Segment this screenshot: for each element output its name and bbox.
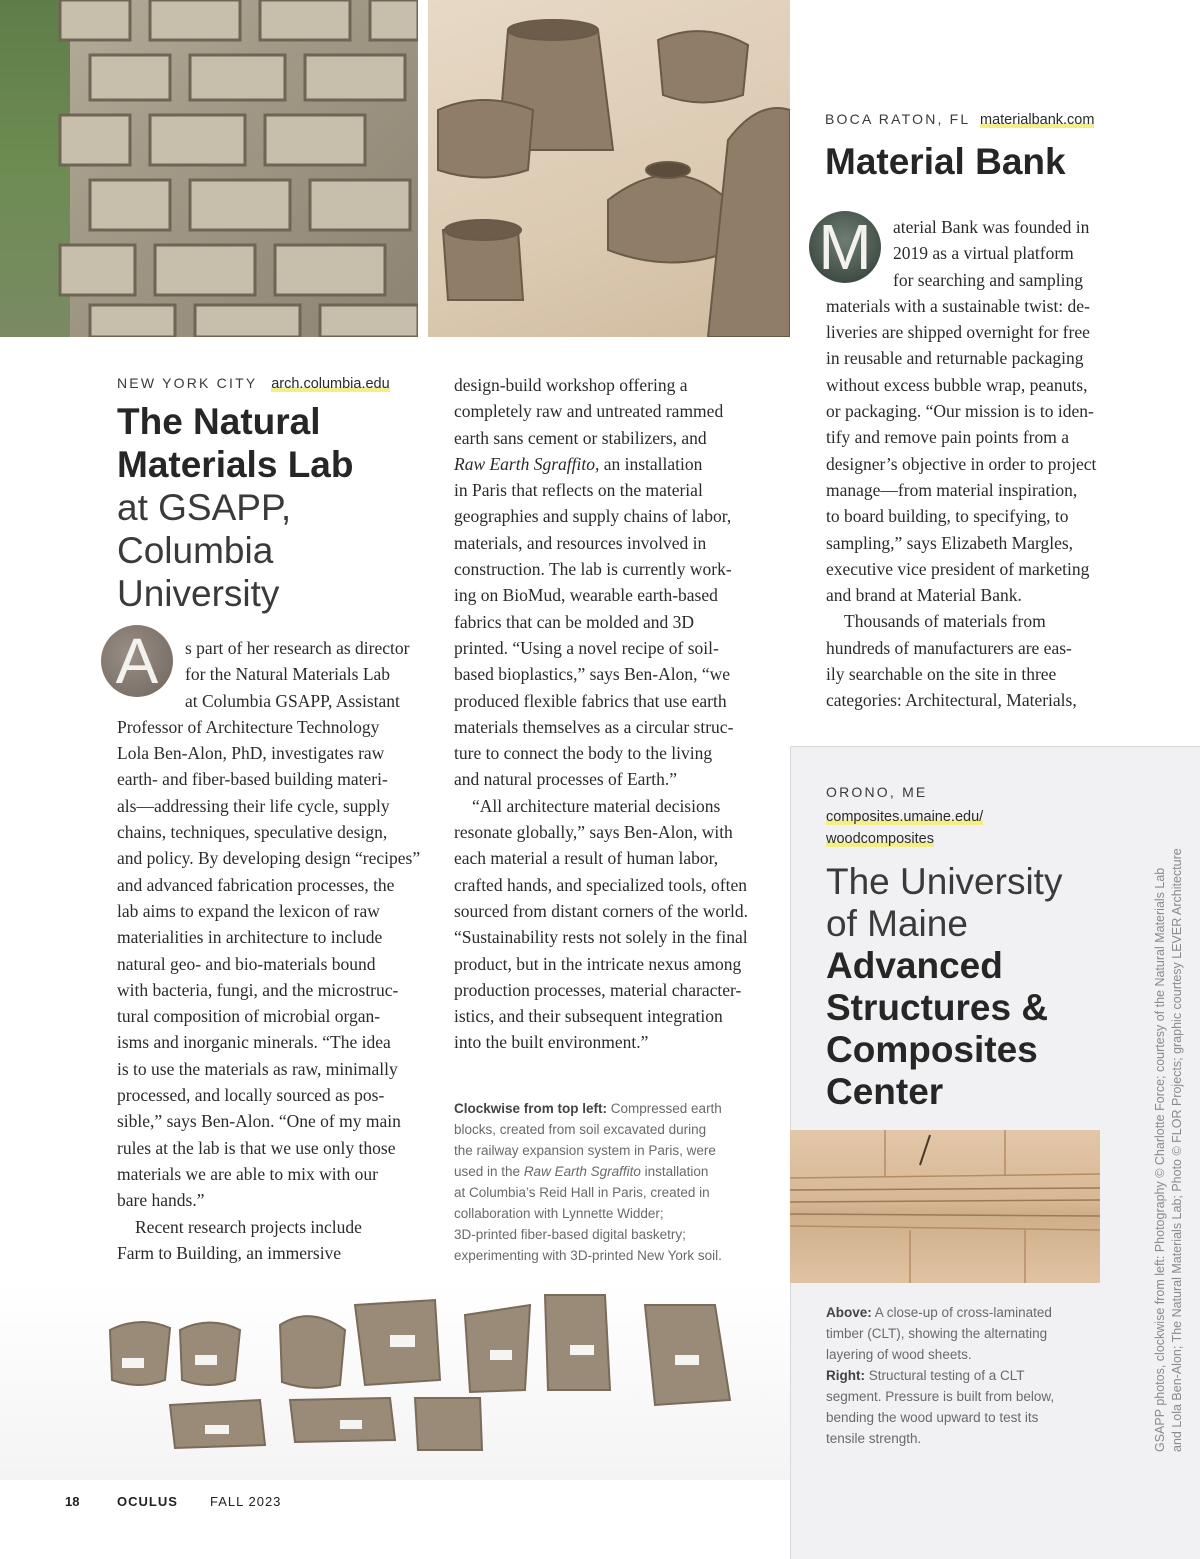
caption-text: installation [640, 1164, 709, 1179]
mb-url-link[interactable]: materialbank.com [980, 112, 1095, 128]
nyc-col1-line: Lola Ben-Alon, PhD, investigates raw [117, 743, 385, 764]
magazine-name: OCULUS [117, 1494, 178, 1509]
brick-wall-graphic [0, 0, 418, 337]
nyc-col2-line: geographies and supply chains of labor, [454, 506, 732, 527]
nyc-col2-line: printed. “Using a novel recipe of soil- [454, 637, 719, 658]
mb-line: ily searchable on the site in three [826, 664, 1057, 685]
photo-credit [1152, 732, 1186, 1452]
caption-line: experimenting with 3D-printed New York soil. [454, 1248, 722, 1263]
nyc-col1-line: natural geo- and bio-materials bound [117, 953, 376, 974]
nyc-col1-line: is to use the materials as raw, minimally [117, 1058, 398, 1079]
nyc-dropcap-letter: A [115, 625, 159, 697]
maine-title-bold-1: Advanced [826, 945, 1003, 986]
caption-line: blocks, created from soil excavated during [454, 1122, 707, 1137]
nyc-location: NEW YORK CITY [117, 375, 258, 391]
mb-line: materials with a sustainable twist: de- [826, 295, 1090, 316]
nyc-col2-line: based bioplastics,” says Ben-Alon, “we [454, 664, 731, 685]
photo-clt-closeup [790, 1130, 1100, 1283]
nyc-kicker [117, 375, 390, 392]
nyc-col1-line: materialities in architecture to include [117, 927, 383, 948]
soil-objects-graphic [0, 1280, 790, 1480]
caption-italic: Raw Earth Sgraffito [523, 1164, 641, 1179]
nyc-col2-line: construction. The lab is currently work- [454, 559, 732, 580]
mb-line: manage—from material inspiration, [826, 479, 1078, 500]
mb-line: to board building, to specifying, to [826, 506, 1069, 527]
raw-earth-sgraffito-title: Raw Earth Sgraffito [454, 453, 595, 474]
mb-line: hundreds of manufacturers are eas- [826, 637, 1072, 658]
nyc-col2-line: in Paris that reflects on the material [454, 480, 703, 501]
mb-line: Thousands of materials from [844, 611, 1046, 632]
caption-line: collaboration with Lynnette Widder; [454, 1206, 664, 1221]
maine-caption [826, 1302, 1086, 1449]
issue-date: FALL 2023 [210, 1494, 282, 1509]
clt-graphic [790, 1130, 1100, 1283]
nyc-col2-line: earth sans cement or stabilizers, and [454, 427, 707, 448]
caption-line: 3D-printed fiber-based digital basketry; [454, 1227, 686, 1242]
caption-text: Compressed earth [607, 1101, 722, 1116]
nyc-col1-line: and policy. By developing design “recipes” [117, 848, 421, 869]
mb-title [825, 139, 1066, 185]
nyc-col2-line: “All architecture material decisions [472, 795, 721, 816]
mb-body [826, 214, 1126, 714]
caption-line: layering of wood sheets. [826, 1347, 972, 1362]
caption-line: the railway expansion system in Paris, were [454, 1143, 716, 1158]
mb-line: sampling,” says Elizabeth Margles, [826, 532, 1074, 553]
nyc-col2-line: each material a result of human labor, [454, 848, 719, 869]
nyc-col2-line: materials themselves as a circular struc- [454, 716, 734, 737]
mb-line: categories: Architectural, Materials, [826, 690, 1077, 711]
nyc-title [117, 400, 437, 615]
nyc-col2-line: crafted hands, and specialized tools, often [454, 874, 748, 895]
maine-title-bold-3: Composites [826, 1029, 1038, 1070]
caption-line: bending the wood upward to test its [826, 1410, 1039, 1425]
nyc-col2-line: design-build workshop offering a [454, 375, 688, 395]
maine-title [826, 861, 1126, 1113]
nyc-col1-line: and advanced fabrication processes, the [117, 874, 395, 895]
maine-kicker [826, 784, 1086, 850]
nyc-col2-line: ture to connect the body to the living [454, 743, 713, 764]
nyc-col2-line: and natural processes of Earth.” [454, 769, 678, 790]
mb-line: aterial Bank was founded in [893, 217, 1090, 237]
nyc-col2-text: , an installation [594, 453, 703, 474]
caption-lead: Above: [826, 1305, 872, 1320]
nyc-col1-line: processed, and locally sourced as pos- [117, 1085, 385, 1106]
mb-line: for searching and sampling [893, 269, 1084, 290]
nyc-title-light-2: Columbia [117, 530, 274, 571]
nyc-url-link[interactable]: arch.columbia.edu [271, 376, 390, 392]
nyc-col1-line: tural composition of microbial organ- [117, 1006, 381, 1027]
nyc-col1-line: with bacteria, fungi, and the microstruc- [117, 979, 399, 1000]
mb-dropcap-letter: M [818, 211, 872, 283]
maine-url-link-2[interactable]: woodcomposites [826, 831, 934, 847]
photo-compressed-earth-blocks [0, 0, 418, 337]
caption-text: used in the [454, 1164, 524, 1179]
nyc-col1-line: isms and inorganic minerals. “The idea [117, 1032, 391, 1053]
nyc-col1-line: bare hands.” [117, 1190, 205, 1211]
mb-line: and brand at Material Bank. [826, 585, 1022, 606]
mb-line: designer’s objective in order to project [826, 453, 1097, 474]
maine-title-bold-2: Structures & [826, 987, 1049, 1028]
page-number: 18 [65, 1494, 80, 1509]
mb-location: BOCA RATON, FL [825, 111, 970, 127]
credit-line-1: GSAPP photos, clockwise from left: Photography © Charlotte Force; courtesy of the Natural Materials Lab [1153, 867, 1167, 1452]
photo-3d-printed-soil [0, 1280, 790, 1480]
nyc-col2-line [454, 451, 774, 477]
maine-location: ORONO, ME [826, 784, 928, 800]
nyc-col1-line: Professor of Architecture Technology [117, 716, 380, 737]
mb-line: liveries are shipped overnight for free [826, 322, 1090, 343]
caption-line: timber (CLT), showing the alternating [826, 1326, 1048, 1341]
mb-line: executive vice president of marketing [826, 558, 1090, 579]
nyc-col2-line: into the built environment.” [454, 1032, 649, 1053]
caption-line: tensile strength. [826, 1431, 922, 1446]
photo-3d-printed-basketry [428, 0, 790, 337]
nyc-col1-line: lab aims to expand the lexicon of raw [117, 900, 380, 921]
nyc-col1-line: s part of her research as director [185, 638, 410, 658]
mb-line: or packaging. “Our mission is to iden- [826, 401, 1094, 422]
nyc-col1-line: sible,” says Ben-Alon. “One of my main [117, 1111, 401, 1132]
nyc-col2-line: resonate globally,” says Ben-Alon, with [454, 822, 733, 843]
nyc-col1-line: materials we are able to mix with our [117, 1163, 378, 1184]
nyc-col1-line: rules at the lab is that we use only those [117, 1137, 396, 1158]
nyc-title-bold-1: The Natural [117, 401, 321, 442]
nyc-title-light-3: University [117, 573, 280, 614]
nyc-col2-line: completely raw and untreated rammed [454, 401, 724, 422]
nyc-col1-line: earth- and fiber-based building materi- [117, 769, 388, 790]
caption-lead: Right: [826, 1368, 865, 1383]
nyc-col1-line: chains, techniques, speculative design, [117, 822, 388, 843]
nyc-col1-line: for the Natural Materials Lab [185, 664, 391, 685]
maine-url-link-1[interactable]: composites.umaine.edu/ [826, 809, 984, 825]
mb-line: tify and remove pain points from a [826, 427, 1069, 448]
caption-text: A close-up of cross-laminated [871, 1305, 1052, 1320]
nyc-col2-line: materials, and resources involved in [454, 532, 707, 553]
caption-line: segment. Pressure is built from below, [826, 1389, 1055, 1404]
nyc-col2-line: sourced from distant corners of the world. [454, 900, 749, 921]
basketry-graphic [428, 0, 790, 337]
nyc-col2-line: produced flexible fabrics that use earth [454, 690, 727, 711]
nyc-col2-line: fabrics that can be molded and 3D [454, 611, 695, 632]
nyc-col2-line: “Sustainability rests not solely in the final [454, 927, 748, 948]
caption-text: Structural testing of a CLT [864, 1368, 1025, 1383]
credit-line-2: and Lola Ben-Alon; The Natural Materials Lab; Photo © FLOR Projects; graphic courtesy LEVER Architecture [1170, 848, 1184, 1452]
nyc-col2-line: istics, and their subsequent integration [454, 1006, 723, 1027]
nyc-title-light-1: at GSAPP, [117, 487, 292, 528]
nyc-col2-line: product, but in the intricate nexus among [454, 953, 742, 974]
mb-line: in reusable and returnable packaging [826, 348, 1084, 369]
nyc-col1-line: Farm to Building, an immersive [117, 1242, 342, 1263]
caption-line: at Columbia’s Reid Hall in Paris, created in [454, 1185, 710, 1200]
maine-title-light-2: of Maine [826, 903, 968, 944]
mb-line: without excess bubble wrap, peanuts, [826, 374, 1088, 395]
mb-kicker [825, 111, 1094, 128]
mb-line: 2019 as a virtual platform [893, 243, 1074, 264]
nyc-col1-line: at Columbia GSAPP, Assistant [185, 690, 400, 711]
nyc-photo-caption [454, 1098, 764, 1266]
caption-lead: Clockwise from top left: [454, 1101, 608, 1116]
nyc-body-col2 [454, 372, 774, 1056]
nyc-col1-line: als—addressing their life cycle, supply [117, 795, 390, 816]
nyc-col2-line: ing on BioMud, wearable earth-based [454, 585, 718, 606]
maine-title-light-1: The University [826, 861, 1063, 902]
maine-title-bold-4: Center [826, 1071, 944, 1112]
nyc-title-bold-2: Materials Lab [117, 444, 354, 485]
mb-title-text: Material Bank [825, 141, 1066, 182]
nyc-body-col1 [117, 635, 427, 1266]
nyc-col2-line: production processes, material character- [454, 979, 742, 1000]
nyc-col1-line: Recent research projects include [135, 1216, 362, 1237]
